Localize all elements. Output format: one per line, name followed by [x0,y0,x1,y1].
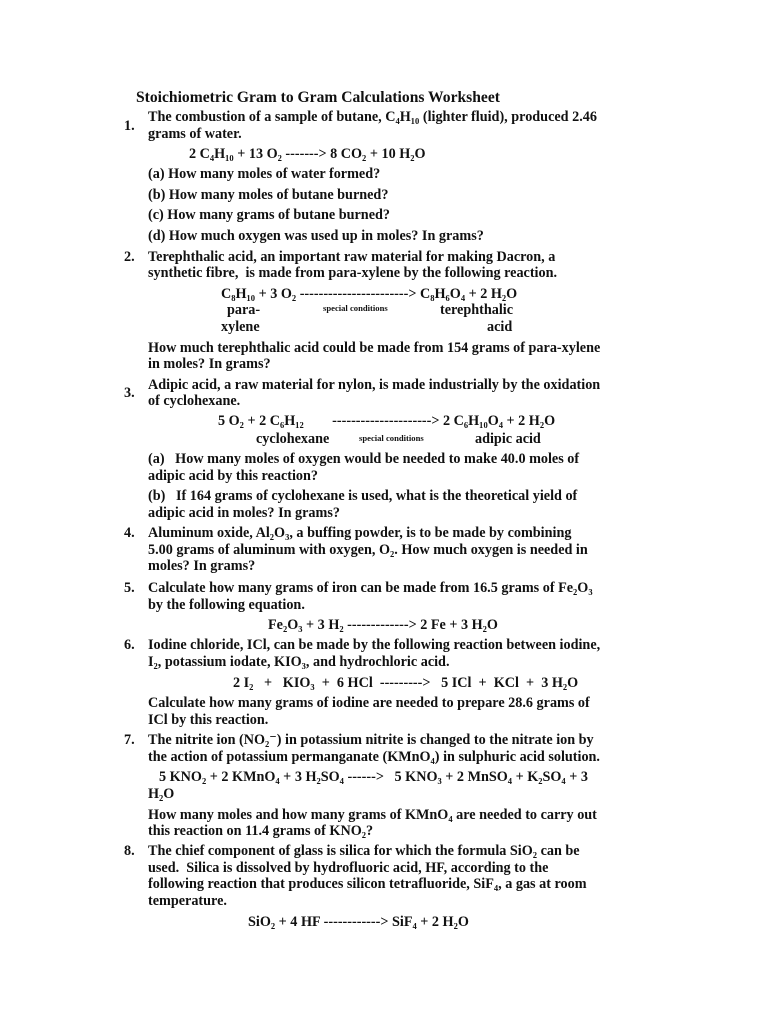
q2-number: 2. [124,249,135,265]
q2-text-line-2: synthetic fibre, is made from para-xylene by the following reaction. [148,265,558,281]
q4-text-line-3: moles? In grams? [148,558,256,574]
q1-text-line-1: The combustion of a sample of butane, C₄H₁₀ (lighter fluid), produced 2.46 [148,109,597,125]
q3-number: 3. [124,385,135,401]
q5-text-line-1: Calculate how many grams of iron can be made from 16.5 grams of Fe₂O₃ [148,580,593,596]
q7-question-line-2: this reaction on 11.4 grams of KNO₂? [148,823,374,839]
q7-text-line-2: the action of potassium permanganate (KMnO₄) in sulphuric acid solution. [148,749,600,765]
q7-text-line-1: The nitrite ion (NO₂⁻) in potassium nitrite is changed to the nitrate ion by [148,732,594,748]
q1-part-c: (c) How many grams of butane burned? [148,207,390,223]
q2-product-label-2: acid [487,319,513,335]
q7-question-line-1: How many moles and how many grams of KMnO₄ are needed to carry out [148,807,597,823]
q2-reactant-label-1: para- [227,302,261,318]
q3-reactant-label: cyclohexane [256,431,330,447]
q3-conditions-label: special conditions [359,433,424,443]
q8-text-line-3: following reaction that produces silicon tetrafluoride, SiF₄, a gas at room [148,876,587,892]
q7-equation-line-2: H₂O [148,786,175,802]
q1-part-b: (b) How many moles of butane burned? [148,187,389,203]
q8-equation: SiO₂ + 4 HF ------------> SiF₄ + 2 H₂O [248,914,469,930]
q5-number: 5. [124,580,135,596]
q3-text-line-2: of cyclohexane. [148,393,241,409]
q2-reactant-label-2: xylene [221,319,260,335]
q8-number: 8. [124,843,135,859]
q6-number: 6. [124,637,135,653]
q6-question-line-1: Calculate how many grams of iodine are needed to prepare 28.6 grams of [148,695,590,711]
q3-text-line-1: Adipic acid, a raw material for nylon, is made industrially by the oxidation [148,377,601,393]
q8-text-line-4: temperature. [148,893,227,909]
q2-equation: C₈H₁₀ + 3 O₂ -----------------------> C₈H₆O₄ + 2 H₂O [221,286,518,302]
q1-equation: 2 C₄H₁₀ + 13 O₂ -------> 8 CO₂ + 10 H₂O [189,146,426,162]
q4-text-line-2: 5.00 grams of aluminum with oxygen, O₂. How much oxygen is needed in [148,542,588,558]
q8-text-line-2: used. Silica is dissolved by hydrofluoric acid, HF, according to the [148,860,549,876]
q7-equation-line-1: 5 KNO₂ + 2 KMnO₄ + 3 H₂SO₄ ------> 5 KNO₃ + 2 MnSO₄ + K₂SO₄ + 3 [159,769,588,785]
q2-conditions-label: special conditions [323,303,388,313]
q2-question-line-2: in moles? In grams? [148,356,271,372]
q5-text-line-2: by the following equation. [148,597,305,613]
q1-text-line-2: grams of water. [148,126,242,142]
q1-part-d: (d) How much oxygen was used up in moles? In grams? [148,228,484,244]
worksheet-title: Stoichiometric Gram to Gram Calculations Worksheet [136,89,500,106]
q5-equation: Fe₂O₃ + 3 H₂ -------------> 2 Fe + 3 H₂O [268,617,498,633]
q1-part-a: (a) How many moles of water formed? [148,166,381,182]
q3-part-a-line-1: (a) How many moles of oxygen would be needed to make 40.0 moles of [148,451,580,467]
q3-equation: 5 O₂ + 2 C₆H₁₂ ---------------------> 2 C₆H₁₀O₄ + 2 H₂O [218,413,556,429]
q3-product-label: adipic acid [475,431,541,447]
q2-text-line-1: Terephthalic acid, an important raw material for making Dacron, a [148,249,556,265]
q6-text-line-2: I₂, potassium iodate, KIO₃, and hydrochloric acid. [148,654,450,670]
q3-part-a-line-2: adipic acid by this reaction? [148,468,319,484]
q3-part-b-line-2: adipic acid in moles? In grams? [148,505,340,521]
q6-question-line-2: ICl by this reaction. [148,712,269,728]
q4-number: 4. [124,525,135,541]
q3-part-b-line-1: (b) If 164 grams of cyclohexane is used, what is the theoretical yield of [148,488,578,504]
q6-equation: 2 I₂ + KIO₃ + 6 HCl ---------> 5 ICl + KCl + 3 H₂O [233,675,579,691]
q2-product-label-1: terephthalic [440,302,514,318]
q7-number: 7. [124,732,135,748]
q6-text-line-1: Iodine chloride, ICl, can be made by the following reaction between iodine, [148,637,601,653]
q2-question-line-1: How much terephthalic acid could be made from 154 grams of para-xylene [148,340,601,356]
q8-text-line-1: The chief component of glass is silica for which the formula SiO₂ can be [148,843,580,859]
q4-text-line-1: Aluminum oxide, Al₂O₃, a buffing powder, is to be made by combining [148,525,572,541]
q1-number: 1. [124,118,135,134]
